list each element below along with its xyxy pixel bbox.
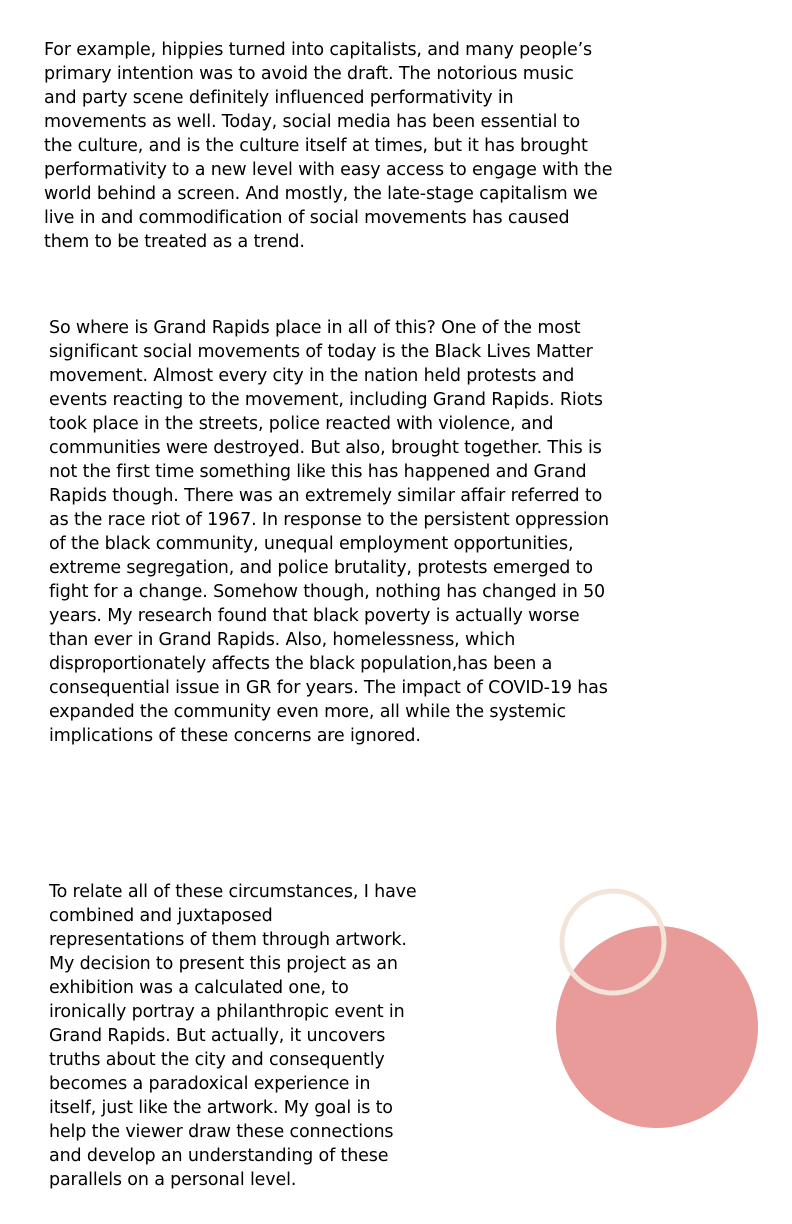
text-line: movements as well. Today, social media has been essential to	[44, 112, 581, 132]
text-line: than ever in Grand Rapids. Also, homelessness, which	[49, 630, 516, 650]
text-line: events reacting to the movement, including Grand Rapids. Riots	[49, 390, 603, 410]
text-line: My decision to present this project as an	[49, 954, 398, 974]
text-line: To relate all of these circumstances, I have	[49, 882, 417, 902]
text-line: exhibition was a calculated one, to	[49, 978, 349, 998]
text-line: disproportionately affects the black population,has been a	[49, 654, 553, 674]
text-line: them to be treated as a trend.	[44, 232, 305, 252]
text-line: For example, hippies turned into capitalists, and many people’s	[44, 40, 592, 60]
text-line: expanded the community even more, all while the systemic	[49, 702, 566, 722]
paragraph-3	[49, 880, 417, 1192]
text-line: itself, just like the artwork. My goal is to	[49, 1098, 393, 1118]
text-line: Grand Rapids. But actually, it uncovers	[49, 1026, 386, 1046]
text-line: and party scene definitely influenced performativity in	[44, 88, 514, 108]
paragraph-1	[44, 38, 612, 254]
text-line: parallels on a personal level.	[49, 1170, 297, 1190]
text-line: not the first time something like this has happened and Grand	[49, 462, 587, 482]
text-line: consequential issue in GR for years. The impact of COVID-19 has	[49, 678, 608, 698]
text-line: Rapids though. There was an extremely similar affair referred to	[49, 486, 603, 506]
text-line: So where is Grand Rapids place in all of this? One of the most	[49, 318, 581, 338]
text-line: ironically portray a philanthropic event in	[49, 1002, 405, 1022]
text-line: representations of them through artwork.	[49, 930, 407, 950]
text-line: fight for a change. Somehow though, nothing has changed in 50	[49, 582, 606, 602]
text-line: primary intention was to avoid the draft. The notorious music	[44, 64, 574, 84]
paragraph-2	[49, 316, 609, 748]
text-line: significant social movements of today is the Black Lives Matter	[49, 342, 593, 362]
text-line: took place in the streets, police reacted with violence, and	[49, 414, 554, 434]
text-line: communities were destroyed. But also, brought together. This is	[49, 438, 602, 458]
text-line: implications of these concerns are ignored.	[49, 726, 421, 746]
text-line: movement. Almost every city in the nation held protests and	[49, 366, 575, 386]
text-line: years. My research found that black poverty is actually worse	[49, 606, 580, 626]
text-line: combined and juxtaposed	[49, 906, 273, 926]
text-line: help the viewer draw these connections	[49, 1122, 394, 1142]
filled-circle-shape	[556, 926, 758, 1128]
text-line: extreme segregation, and police brutality, protests emerged to	[49, 558, 593, 578]
text-line: and develop an understanding of these	[49, 1146, 389, 1166]
decorative-circles	[548, 884, 768, 1136]
text-line: becomes a paradoxical experience in	[49, 1074, 371, 1094]
text-line: the culture, and is the culture itself at times, but it has brought	[44, 136, 588, 156]
text-line: live in and commodification of social movements has caused	[44, 208, 570, 228]
text-line: truths about the city and consequently	[49, 1050, 385, 1070]
text-line: performativity to a new level with easy access to engage with the	[44, 160, 613, 180]
text-line: world behind a screen. And mostly, the late-stage capitalism we	[44, 184, 598, 204]
text-line: as the race riot of 1967. In response to the persistent oppression	[49, 510, 609, 530]
text-line: of the black community, unequal employment opportunities,	[49, 534, 574, 554]
